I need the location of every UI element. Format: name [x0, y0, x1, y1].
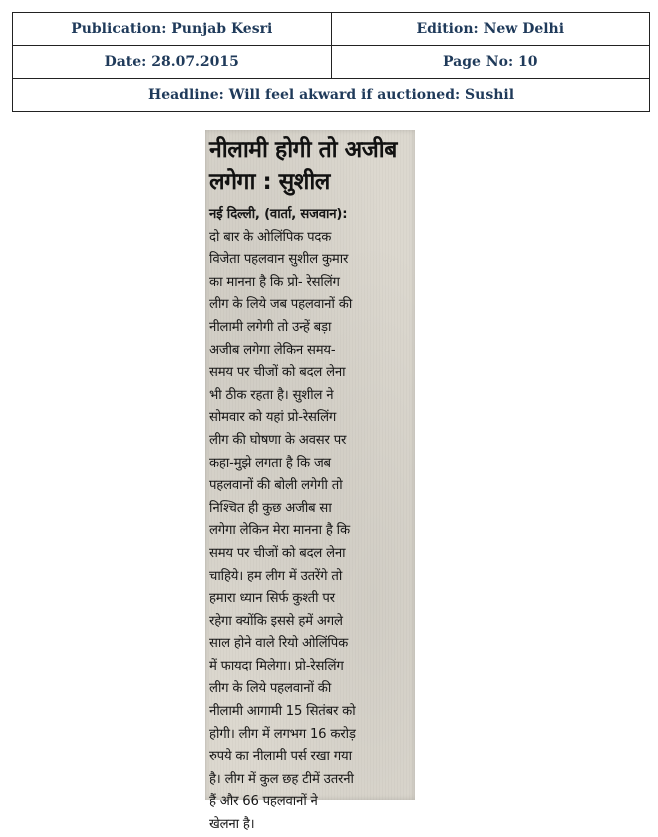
date-cell [13, 46, 332, 79]
edition-value: New Delhi [483, 21, 565, 37]
clipping-text-line: दो बार के ओलिंपिक पदक [209, 229, 332, 245]
clipping-headline [205, 130, 415, 200]
clipping-byline: नई दिल्ली, (वार्ता, सजवान): [209, 207, 348, 222]
edition-label: Edition: [416, 21, 479, 37]
clipping-text-line: साल होने वाले रियो ओलिंपिक [209, 636, 349, 652]
meta-row-date-page [13, 46, 650, 79]
clipping-text-line: हैं और 66 पहलवानों ने [209, 794, 318, 810]
clipping-text-line: होगी। लीग में लगभग 16 करोड़ [209, 726, 356, 742]
clipping-text-line: लीग के लिये जब पहलवानों की [209, 297, 353, 313]
page-number-cell [331, 46, 650, 79]
clipping-text-line: लीग के लिये पहलवानों की [209, 681, 332, 697]
newspaper-clipping-image [205, 130, 415, 833]
clipping-text-line: खेलना है। [209, 817, 255, 833]
publication-label: Publication: [71, 21, 167, 37]
clipping-text-line: निश्चित ही कुछ अजीब सा [209, 500, 332, 516]
clipping-text-line: नीलामी आगामी 15 सितंबर को [209, 704, 356, 720]
clipping-text-line: रहेगा क्योंकि इससे हमें अगले [209, 613, 343, 629]
clipping-text-line: सोमवार को यहां प्रो-रेसलिंग [209, 410, 337, 426]
clipping-text-line: समय पर चीजों को बदल लेना [209, 545, 346, 561]
clipping-text-line: पहलवानों की बोली लगेगी तो [209, 478, 343, 494]
publication-cell [13, 13, 332, 46]
clipping-text-line: लगेगा लेकिन मेरा मानना है कि [209, 523, 350, 539]
edition-cell [331, 13, 650, 46]
clipping-text-line: समय पर चीजों को बदल लेना [209, 365, 346, 381]
clipping-text-line: अजीब लगेगा लेकिन समय- [209, 342, 336, 358]
clipping-text-line: लीग की घोषणा के अवसर पर [209, 432, 347, 448]
clipping-text-line: रुपये का नीलामी पर्स रखा गया [209, 749, 352, 765]
date-value: 28.07.2015 [151, 54, 239, 70]
clipping-article-body [205, 200, 415, 837]
clipping-text-line: हमारा ध्यान सिर्फ कुश्ती पर [209, 591, 335, 607]
meta-row-publication-edition [13, 13, 650, 46]
clipping-text-line: चाहिये। हम लीग में उतरेंगे तो [209, 568, 343, 584]
clipping-text-line: है। लीग में कुल छह टीमें उतरनी [209, 771, 354, 787]
clipping-headline-line: लगेगा : सुशील [209, 169, 330, 195]
clipping-text-line: भी ठीक रहता है। सुशील ने [209, 387, 334, 403]
clipping-text-line: विजेता पहलवान सुशील कुमार [209, 252, 349, 268]
clipping-text-line: नीलामी लगेगी तो उन्हें बड़ा [209, 319, 332, 335]
clipping-metadata-table [12, 12, 650, 112]
headline-cell [13, 79, 650, 112]
headline-value: Will feel akward if auctioned: Sushil [228, 87, 515, 103]
clipping-text-line: कहा-मुझे लगता है कि जब [209, 455, 331, 471]
clipping-text-line: में फायदा मिलेगा। प्रो-रेसलिंग [209, 658, 344, 674]
clipping-headline-line: नीलामी होगी तो अजीब [209, 137, 397, 163]
publication-value: Punjab Kesri [171, 21, 273, 37]
meta-row-headline [13, 79, 650, 112]
date-label: Date: [104, 54, 147, 70]
clipping-text-line: का मानना है कि प्रो- रेसलिंग [209, 274, 340, 290]
headline-label: Headline: [147, 87, 224, 103]
page-number-value: 10 [518, 54, 538, 70]
page-number-label: Page No: [443, 54, 514, 70]
